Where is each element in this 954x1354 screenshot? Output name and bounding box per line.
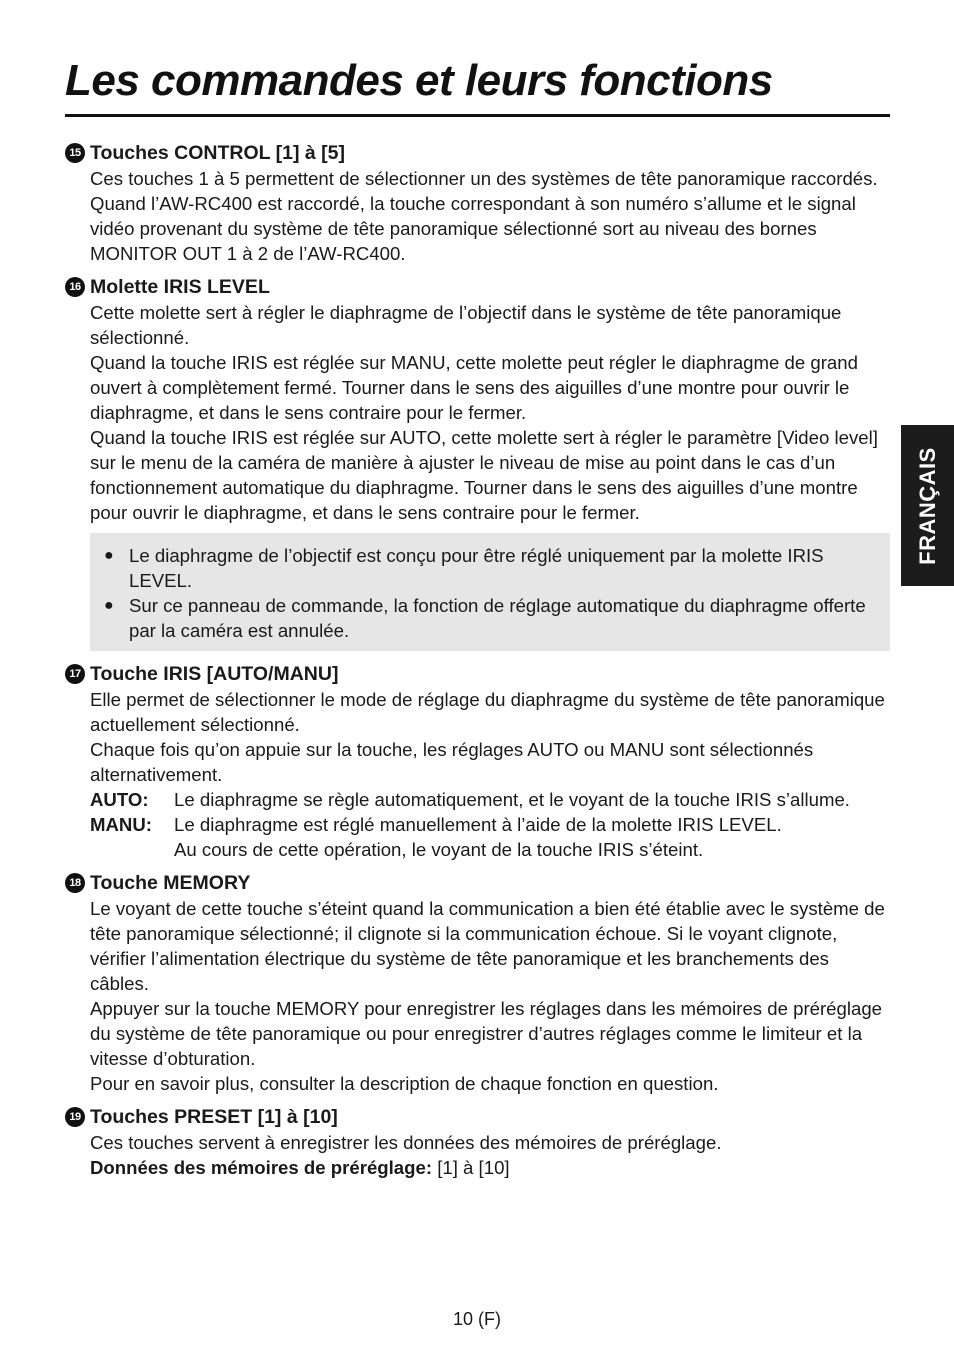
list-item	[104, 593, 878, 643]
paragraph: Le voyant de cette touche s’éteint quand la communication a bien été établie avec le système de tête panoramique sélectionné; il clignote si la communication échoue. Si le voyant clignote, vérifier l’alimentation électrique du système de tête panoramique et les branchements des câbles.	[90, 898, 885, 994]
bullet-icon: ●	[104, 597, 114, 614]
definition-term: AUTO:	[90, 789, 149, 810]
section-body	[65, 300, 890, 525]
title-rule	[65, 114, 890, 117]
paragraph: Quand la touche IRIS est réglée sur AUTO, cette molette sert à régler le paramètre [Video level] sur le menu de la caméra de manière à ajuster le niveau de mise au point dans le cas d’un fonctionnement automatique du diaphragme. Tourner dans le sens des aiguilles d’une montre pour ouvrir le diaphragme, et dans le sens contraire pour le fermer.	[90, 427, 878, 523]
circled-number-icon: 15	[65, 143, 85, 163]
section-memory-key	[65, 870, 890, 1096]
language-tab-label: FRANÇAIS	[914, 446, 940, 565]
circled-number-icon: 17	[65, 664, 85, 684]
paragraph: Appuyer sur la touche MEMORY pour enregistrer les réglages dans les mémoires de préréglage du système de tête panoramique ou pour enregistrer d’autres réglages comme le limiteur et la vitesse d’obturation.	[90, 998, 883, 1069]
circled-number-icon: 18	[65, 873, 85, 893]
section-heading	[65, 1104, 890, 1130]
definition-desc-line: Au cours de cette opération, le voyant de la touche IRIS s’éteint.	[174, 839, 704, 860]
paragraph: Quand l’AW-RC400 est raccordé, la touche correspondant à son numéro s’allume et le signal vidéo provenant du système de tête panoramique sélectionné sort au niveau des bornes MONITOR OUT 1 à 2 de l’AW-RC400.	[90, 193, 856, 264]
page-title: Les commandes et leurs fonctions	[65, 56, 773, 105]
definition-auto	[90, 787, 890, 812]
section-body	[65, 1130, 890, 1180]
language-tab	[901, 425, 954, 586]
circled-number-icon: 16	[65, 277, 85, 297]
heading-text: Molette IRIS LEVEL	[90, 276, 270, 298]
paragraph: Elle permet de sélectionner le mode de réglage du diaphragme du système de tête panoramique actuellement sélectionné.	[90, 689, 885, 735]
section-heading	[65, 661, 890, 687]
paragraph: Cette molette sert à régler le diaphragme de l’objectif dans le système de tête panoramique sélectionné.	[90, 302, 842, 348]
heading-text: Touche IRIS [AUTO/MANU]	[90, 663, 339, 685]
paragraph: Ces touches 1 à 5 permettent de sélectionner un des systèmes de tête panoramique raccordés.	[90, 168, 878, 189]
section-body	[65, 687, 890, 862]
section-heading	[65, 274, 890, 300]
section-iris-level-dial	[65, 274, 890, 651]
paragraph: Pour en savoir plus, consulter la description de chaque fonction en question.	[90, 1073, 719, 1094]
note-list	[104, 543, 878, 643]
heading-text: Touches CONTROL [1] à [5]	[90, 142, 345, 164]
definition-desc: Le diaphragme se règle automatiquement, et le voyant de la touche IRIS s’allume.	[174, 789, 850, 810]
note-box	[90, 533, 890, 651]
circled-number-icon: 19	[65, 1107, 85, 1127]
section-heading	[65, 870, 890, 896]
note-text: Sur ce panneau de commande, la fonction de réglage automatique du diaphragme offerte par la caméra est annulée.	[129, 595, 866, 641]
section-heading	[65, 140, 890, 166]
section-preset-keys	[65, 1104, 890, 1180]
section-iris-key	[65, 661, 890, 862]
data-value: [1] à [10]	[432, 1157, 510, 1178]
paragraph: Quand la touche IRIS est réglée sur MANU, cette molette peut régler le diaphragme de grand ouvert à complètement fermé. Tourner dans le sens des aiguilles d’une montre pour ouvrir le diaphragme, et dans le sens contraire pour le fermer.	[90, 352, 858, 423]
definition-desc	[174, 812, 890, 862]
definition-desc-line: Le diaphragme est réglé manuellement à l’aide de la molette IRIS LEVEL.	[174, 814, 782, 835]
note-text: Le diaphragme de l’objectif est conçu pour être réglé uniquement par la molette IRIS LEVEL.	[129, 545, 824, 591]
section-control-keys	[65, 140, 890, 266]
bullet-icon: ●	[104, 547, 114, 564]
heading-text: Touche MEMORY	[90, 872, 251, 894]
heading-text: Touches PRESET [1] à [10]	[90, 1106, 338, 1128]
list-item	[104, 543, 878, 593]
paragraph: Chaque fois qu’on appuie sur la touche, les réglages AUTO ou MANU sont sélectionnés alternativement.	[90, 739, 814, 785]
section-body	[65, 896, 890, 1096]
content	[65, 140, 890, 1188]
page-number: 10 (F)	[452, 1309, 501, 1329]
definition-term: MANU:	[90, 814, 152, 835]
data-label: Données des mémoires de préréglage:	[90, 1157, 433, 1178]
section-body	[65, 166, 890, 266]
data-line	[90, 1155, 890, 1180]
definition-manu	[90, 812, 890, 862]
paragraph: Ces touches servent à enregistrer les données des mémoires de préréglage.	[90, 1132, 722, 1153]
